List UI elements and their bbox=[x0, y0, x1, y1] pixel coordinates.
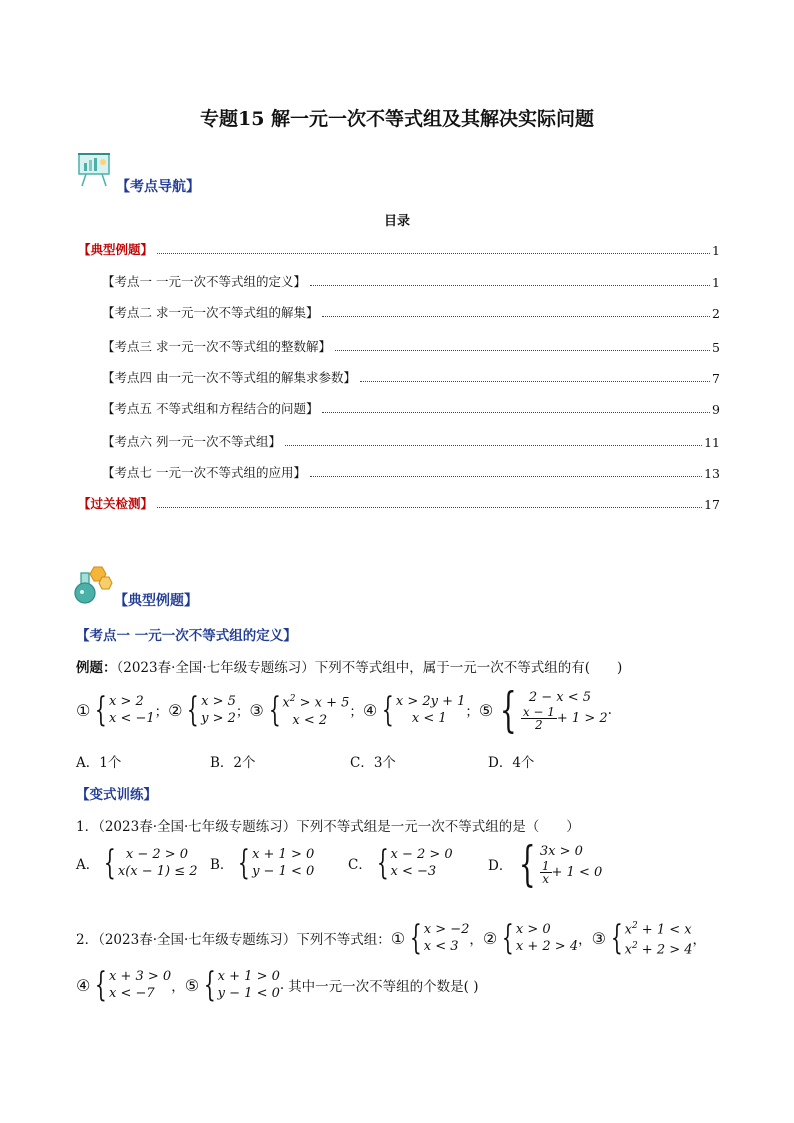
system-number: ④ bbox=[76, 975, 91, 995]
term: > x + 5 bbox=[295, 695, 350, 711]
question-1-option-a[interactable] bbox=[76, 843, 198, 883]
inequality-system-1: { x > 2 x < −1 bbox=[95, 690, 155, 730]
option-label: B． bbox=[210, 857, 234, 873]
toc-leader bbox=[322, 316, 710, 317]
term: x bbox=[282, 695, 290, 711]
system-number: ④ bbox=[362, 700, 378, 720]
question-1-option-d[interactable] bbox=[488, 836, 603, 892]
separator: . bbox=[607, 702, 612, 718]
system-row: x < 1 bbox=[411, 711, 447, 726]
toc-page: 17 bbox=[704, 497, 720, 512]
chemistry-flask-icon bbox=[72, 563, 112, 603]
separator: ； bbox=[154, 704, 169, 720]
toc-page: 1 bbox=[712, 275, 720, 290]
example-option-d[interactable]: D．4个 bbox=[488, 755, 535, 771]
fraction-numerator: x − 1 bbox=[522, 705, 555, 719]
term: + 1 < x bbox=[637, 922, 692, 938]
separator: ； bbox=[235, 704, 250, 720]
system-row: x < 3 bbox=[423, 939, 459, 955]
system-number: ⑤ bbox=[478, 700, 494, 720]
separator: ， bbox=[469, 932, 483, 949]
section-heading-typical-examples: 【典型例题】 bbox=[114, 593, 198, 609]
toc-row-checkpoint[interactable] bbox=[78, 494, 720, 512]
inequality-system-5: { 2 − x < 5 $\frac{x - 1}{2}$ + 1 > 2 bbox=[500, 682, 608, 738]
toc-leader bbox=[335, 350, 710, 351]
system-row: x < −1 bbox=[108, 711, 155, 726]
variant-training-heading: 【变式训练】 bbox=[76, 787, 157, 803]
system-row bbox=[521, 706, 608, 731]
inequality-system: { x + 1 > 0 y − 1 < 0 bbox=[238, 843, 315, 883]
system-row: x + 3 > 0 bbox=[108, 969, 172, 984]
fraction-denominator: 2 bbox=[535, 718, 543, 732]
toc-label: 【考点三 求一元一次不等式组的整数解】 bbox=[102, 339, 331, 354]
inequality-system-1: { x > −2 x < 3 bbox=[409, 918, 470, 959]
toc-row-kaodian-4[interactable] bbox=[102, 368, 720, 386]
toc-page: 1 bbox=[712, 243, 720, 258]
inequality-system-2: { x > 0 x + 2 > 4 bbox=[502, 918, 579, 959]
system-row: x + 1 > 0 bbox=[217, 969, 280, 984]
system-row: x > 5 bbox=[201, 694, 236, 709]
fraction-numerator: 1 bbox=[541, 859, 550, 873]
system-row: x(x − 1) ≤ 2 bbox=[117, 864, 198, 879]
question-2-stem: 2．（2023春·全国·七年级专题练习）下列不等式组： bbox=[76, 932, 391, 949]
toc-title: 目录 bbox=[383, 214, 410, 229]
question-1-option-b[interactable] bbox=[210, 843, 315, 883]
toc-page: 11 bbox=[704, 435, 720, 450]
system-number: ② bbox=[482, 928, 498, 948]
example-option-c[interactable]: C．3个 bbox=[350, 755, 396, 771]
toc-leader bbox=[157, 507, 702, 508]
toc-label: 【考点二 求一元一次不等式组的解集】 bbox=[102, 305, 319, 320]
toc-page: 5 bbox=[712, 340, 720, 355]
system-row: x > 2y + 1 bbox=[395, 694, 466, 709]
question-2-line-1 bbox=[76, 918, 706, 959]
toc-page: 2 bbox=[712, 306, 720, 321]
separator: ； bbox=[349, 704, 363, 720]
option-label: D． bbox=[488, 858, 513, 874]
term: + 2 > 4 bbox=[637, 942, 693, 958]
toc-leader bbox=[310, 285, 710, 286]
toc-row-kaodian-2[interactable] bbox=[102, 303, 720, 321]
toc-label: 【典型例题】 bbox=[78, 242, 154, 257]
option-label: C． bbox=[348, 857, 372, 873]
toc-label: 【考点一 一元一次不等式组的定义】 bbox=[102, 274, 306, 289]
toc-label: 【考点六 列一元一次不等式组】 bbox=[102, 434, 281, 449]
system-row: y > 2 bbox=[201, 711, 236, 726]
toc-page: 7 bbox=[712, 371, 720, 386]
term: + 1 < 0 bbox=[551, 865, 603, 880]
system-row: 2 − x < 5 bbox=[528, 690, 592, 705]
example-option-a[interactable]: A．1个 bbox=[76, 755, 122, 771]
toc-row-kaodian-3[interactable] bbox=[102, 337, 720, 355]
system-row bbox=[625, 918, 693, 938]
separator: ， bbox=[578, 932, 592, 949]
system-row: x − 2 > 0 bbox=[125, 847, 189, 862]
toc-row-kaodian-7[interactable] bbox=[102, 463, 720, 481]
system-row bbox=[625, 938, 693, 958]
system-row: x < −7 bbox=[108, 986, 155, 1001]
nav-heading: 【考点导航】 bbox=[116, 179, 200, 195]
question-1-stem: 1．（2023春·全国·七年级专题练习）下列不等式组是一元一次不等式组的是（ ） bbox=[76, 819, 580, 835]
toc-leader bbox=[157, 253, 710, 254]
system-number: ⑤ bbox=[184, 975, 200, 995]
example-stem bbox=[76, 656, 622, 676]
system-row: y − 1 < 0 bbox=[217, 986, 280, 1001]
system-number: ① bbox=[76, 700, 91, 720]
toc-leader bbox=[310, 476, 702, 477]
toc-label: 【过关检测】 bbox=[78, 496, 154, 511]
toc-row-kaodian-1[interactable] bbox=[102, 272, 720, 290]
example-question: （2023春·全国·七年级专题练习）下列不等式组中，属于一元一次不等式组的有( ) bbox=[116, 660, 623, 676]
example-option-b[interactable]: B．2个 bbox=[210, 755, 256, 771]
system-number: ② bbox=[168, 700, 183, 720]
separator: ； bbox=[465, 704, 479, 720]
inequality-system-4: { x + 3 > 0 x < −7 bbox=[95, 965, 172, 1005]
term: x bbox=[624, 922, 632, 938]
kaodian-1-heading: 【考点一 一元一次不等式组的定义】 bbox=[76, 628, 297, 644]
term: x bbox=[624, 942, 632, 958]
question-2-line-2 bbox=[76, 965, 479, 1005]
presentation-board-icon bbox=[76, 150, 116, 190]
example-systems bbox=[76, 682, 612, 738]
system-row: x > −2 bbox=[423, 922, 470, 938]
toc-leader bbox=[360, 381, 710, 382]
inequality-system-4: { x > 2y + 1 x < 1 bbox=[382, 690, 466, 730]
inequality-system: { 3x > 0 $\frac{1}{x}$ + 1 < 0 bbox=[519, 836, 603, 892]
page-title: 专题15 解一元一次不等式组及其解决实际问题 bbox=[199, 108, 595, 130]
system-row: x + 2 > 4 bbox=[515, 939, 579, 955]
system-row: x > 2 bbox=[108, 694, 144, 709]
term: + 1 > 2 bbox=[556, 711, 608, 726]
toc-label: 【考点五 不等式组和方程结合的问题】 bbox=[102, 401, 319, 416]
fraction-denominator: x bbox=[542, 872, 550, 886]
toc-row-kaodian-6[interactable] bbox=[102, 432, 720, 450]
system-row: 3x > 0 bbox=[539, 844, 583, 859]
option-label: A． bbox=[76, 857, 100, 873]
inequality-system-5: { x + 1 > 0 y − 1 < 0 bbox=[203, 965, 280, 1005]
system-row: x < −3 bbox=[390, 864, 437, 879]
exponent: 2 bbox=[289, 694, 296, 705]
system-row: x − 2 > 0 bbox=[390, 847, 453, 862]
system-number: ① bbox=[390, 928, 406, 948]
toc-row-typical-examples[interactable] bbox=[78, 240, 720, 258]
toc-page: 13 bbox=[704, 466, 720, 481]
exponent: 2 bbox=[631, 941, 638, 952]
toc-leader bbox=[285, 445, 702, 446]
separator: ， bbox=[692, 932, 707, 949]
toc-row-kaodian-5[interactable] bbox=[102, 399, 720, 417]
system-row: y − 1 < 0 bbox=[252, 864, 315, 879]
system-row bbox=[540, 860, 602, 885]
separator: ， bbox=[171, 979, 185, 995]
system-row: x > 0 bbox=[515, 922, 551, 938]
inequality-system-2: { x > 5 y > 2 bbox=[187, 690, 236, 730]
inequality-system: { x − 2 > 0 x < −3 bbox=[376, 843, 453, 883]
system-row: x + 1 > 0 bbox=[252, 847, 315, 862]
toc-leader bbox=[322, 412, 710, 413]
separator: . bbox=[279, 977, 285, 993]
question-2-tail: 其中一元一次不等组的个数是( ) bbox=[288, 979, 479, 995]
system-number: ③ bbox=[591, 928, 606, 948]
example-label: 例题： bbox=[76, 660, 117, 676]
system-number: ③ bbox=[249, 700, 264, 720]
inequality-system: { x − 2 > 0 x(x − 1) ≤ 2 bbox=[104, 843, 198, 883]
toc-label: 【考点七 一元一次不等式组的应用】 bbox=[102, 465, 306, 480]
exponent: 2 bbox=[631, 921, 638, 931]
toc-label: 【考点四 由一元一次不等式组的解集求参数】 bbox=[102, 370, 356, 385]
system-row: x < 2 bbox=[292, 712, 328, 728]
toc-page: 9 bbox=[712, 402, 720, 417]
inequality-system-3: { $x^2 + 1 < x$ $x^2 + 2 > 4$ bbox=[610, 918, 693, 959]
inequality-system-3: { $x^2 > x + 5$ x < 2 bbox=[268, 689, 350, 730]
question-1-option-c[interactable] bbox=[348, 843, 453, 883]
system-row bbox=[282, 691, 349, 711]
